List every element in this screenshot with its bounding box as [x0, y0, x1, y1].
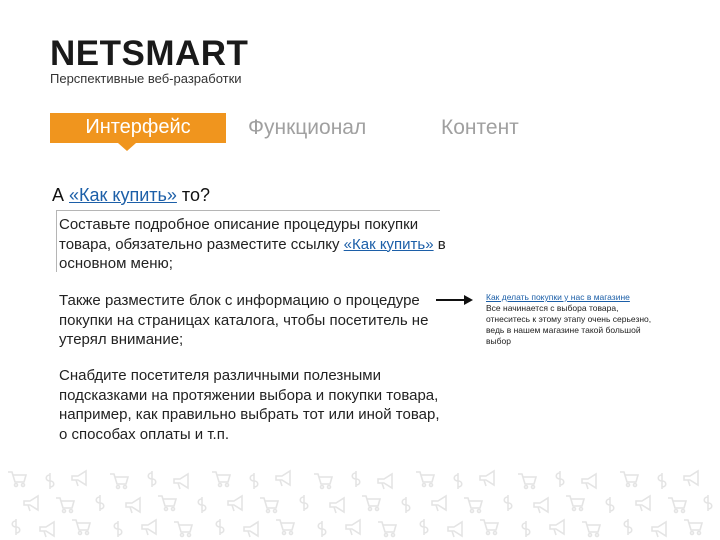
- watermark-row-2: [24, 495, 712, 513]
- sidebar-how-to-buy-link[interactable]: Как делать покупки у нас в магазине: [486, 292, 630, 302]
- active-tab-pointer: [118, 143, 136, 151]
- heading-how-to-buy-link[interactable]: «Как купить»: [69, 185, 177, 205]
- heading-suffix: то?: [176, 185, 210, 205]
- watermark-row-3: [12, 519, 702, 537]
- watermark-row-1: [8, 471, 698, 489]
- tagline: Перспективные веб-разработки: [50, 71, 242, 86]
- tab-interface[interactable]: Интерфейс: [50, 113, 226, 143]
- watermark-pattern: [0, 466, 720, 540]
- paragraph-description-text: Составьте подробное описание процедуры покупки товара, обязательно разместите ссылку: [59, 216, 419, 253]
- logo: NETSMART: [50, 34, 249, 73]
- tab-content[interactable]: Контент: [441, 116, 519, 139]
- frame-divider-left: [56, 210, 57, 272]
- paragraph-hints: Снабдите посетителя различными полезными подсказками на протяжении выбора и покупки товара, например, как правильно выбрать тот или иной товар, о способах оплаты и т.п.: [59, 367, 440, 443]
- section-heading: [52, 184, 210, 206]
- decorative-watermark: [0, 466, 720, 540]
- arrow-shaft: [436, 299, 466, 301]
- paragraph-description-suffix: в основном меню;: [59, 235, 446, 272]
- paragraph-description: [59, 215, 449, 274]
- paragraph-catalog-block: Также разместите блок с информацию о процедуре покупки на страницах каталога, чтобы посетитель не утерял внимание;: [59, 292, 429, 348]
- tab-functional[interactable]: Функционал: [248, 116, 367, 139]
- heading-prefix: А: [52, 185, 70, 205]
- frame-divider-top: [56, 210, 440, 211]
- sidebar-info-block: [486, 292, 664, 347]
- how-to-buy-link[interactable]: «Как купить»: [343, 235, 434, 253]
- arrow-right-icon: [464, 295, 473, 305]
- sidebar-text: Все начинается с выбора товара, отнеситесь к этому этапу очень серьезно, ведь в нашем магазине такой большой выбор: [486, 303, 652, 346]
